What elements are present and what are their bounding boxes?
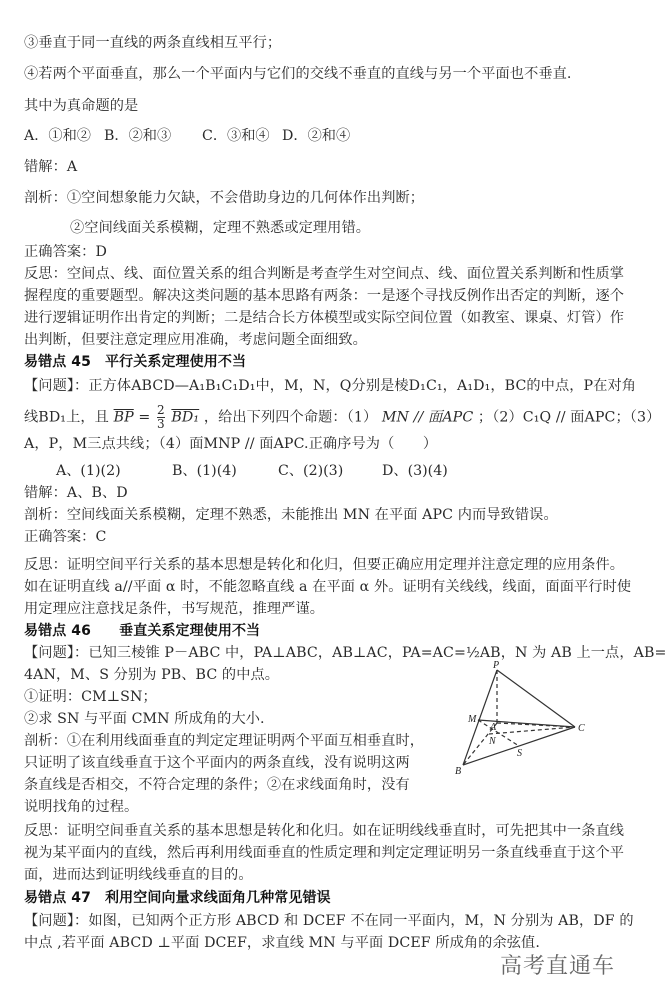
label-n: N bbox=[489, 736, 496, 747]
reflection-line: 如在证明直线 a//平面 α 时，不能忽略直线 a 在平面 α 外。证明有关线线，线面，面面平行时使 bbox=[24, 579, 632, 595]
statement-4: ④若两个平面垂直，那么一个平面内与它们的交线不垂直的直线与另一个平面也不垂直. bbox=[24, 66, 572, 82]
reflection-line: 反思：证明空间垂直关系的基本思想是转化和化归。如在证明线线垂直时，可先把其中一条直线 bbox=[24, 823, 625, 839]
label-p: P bbox=[493, 660, 500, 671]
wrong-answer-45: 错解：A、B、D bbox=[24, 485, 128, 501]
analysis-46-line: 只证明了该直线垂直于这个平面内的两条直线，没有说明这两 bbox=[24, 755, 410, 771]
problem-46-line: ②求 SN 与平面 CMN 所成角的大小. bbox=[24, 711, 265, 727]
analysis-46-line: 条直线是否相交，不符合定理的条件；②在求线面角时，没有 bbox=[24, 777, 410, 793]
label-a: A bbox=[490, 722, 497, 733]
text: ，给出下列四个命题：（1） bbox=[203, 409, 378, 426]
problem-47-line: 中点 ,若平面 ABCD ⊥平面 DCEF，求直线 MN 与平面 DCEF 所成角的余弦值. bbox=[24, 935, 540, 951]
problem-46-line: ①证明：CM⊥SN； bbox=[24, 689, 157, 705]
section-46-title: 易错点 46 垂直关系定理使用不当 bbox=[24, 623, 261, 639]
problem-45-line-1: 【问题】：正方体ABCD—A₁B₁C₁D₁中，M，N，Q分别是棱D₁C₁，A₁D₁，BC的中点，P在对角 bbox=[24, 378, 637, 394]
problem-47-line: 【问题】：如图，已知两个正方形 ABCD 和 DCEF 不在同一平面内，M，N 分别为 AB，DF 的 bbox=[24, 913, 634, 929]
vector-bp: $\overline{BP}$ bbox=[113, 409, 134, 426]
section-47-title: 易错点 47 利用空间向量求线面角几种常见错误 bbox=[24, 890, 331, 906]
problem-46-line: 4AN，M、S 分别为 PB、BC 的中点。 bbox=[24, 667, 280, 683]
problem-46-line: 【问题】：已知三棱锥 P－ABC 中，PA⊥ABC，AB⊥AC，PA=AC=½AB，N 为 AB 上一点，AB= bbox=[24, 645, 667, 661]
option-b: B、(1)(4) bbox=[172, 463, 237, 479]
correct-answer: 正确答案：D bbox=[24, 244, 107, 260]
label-b: B bbox=[455, 766, 462, 777]
numerator: 2 bbox=[157, 403, 165, 417]
section-45-title: 易错点 45 平行关系定理使用不当 bbox=[24, 354, 247, 370]
analysis-2: ②空间线面关系模糊，定理不熟悉或定理用错。 bbox=[70, 220, 371, 236]
vector-bd1: BD₁ bbox=[171, 409, 200, 426]
reflection-line: 视为某平面内的直线，然后再利用线面垂直的性质定理和判定定理证明另一条直线垂直于这个平 bbox=[24, 845, 625, 861]
option-c: C．③和④ bbox=[202, 128, 270, 144]
reflection-line: 进行逻辑证明作出肯定的判断；二是结合长方体模型或实际空间位置（如教室、课桌、灯管）作 bbox=[24, 310, 625, 326]
proposition-1: MN // 面APC bbox=[381, 409, 474, 426]
label-s: S bbox=[517, 748, 522, 759]
fraction bbox=[157, 404, 165, 431]
text: 线BD₁上，且 bbox=[24, 409, 109, 426]
analysis-46-line: 说明找角的过程。 bbox=[24, 799, 139, 815]
option-d: D．②和④ bbox=[282, 128, 351, 144]
reflection-line: 面，进而达到证明线线垂直的目的。 bbox=[24, 867, 253, 883]
wrong-answer: 错解：A bbox=[24, 159, 78, 175]
option-c: C、(2)(3) bbox=[278, 463, 344, 479]
option-b: B．②和③ bbox=[104, 128, 172, 144]
analysis-46-line: 剖析：①在利用线面垂直的判定定理证明两个平面互相垂直时， bbox=[24, 733, 425, 749]
reflection-line: 用定理应注意找足条件，书写规范，推理严谨。 bbox=[24, 601, 325, 617]
option-a: A、(1)(2) bbox=[56, 463, 121, 479]
option-d: D、(3)(4) bbox=[382, 463, 448, 479]
correct-answer-45: 正确答案：C bbox=[24, 529, 107, 545]
question-prompt: 其中为真命题的是 bbox=[24, 98, 139, 114]
reflection-line: 出判断，但要注意定理应用准确，考虑问题全面细致。 bbox=[24, 332, 367, 348]
reflection-line: 反思：证明空间平行关系的基本思想是转化和化归，但要正确应用定理并注意定理的应用条件。 bbox=[24, 557, 625, 573]
label-m: M bbox=[468, 714, 477, 725]
problem-45-line-3: A，P，M三点共线；（4）面MNP // 面APC.正确序号为（ ） bbox=[24, 436, 438, 452]
problem-45-line-2 bbox=[24, 404, 660, 431]
analysis-45: 剖析：空间线面关系模糊，定理不熟悉，未能推出 MN 在平面 APC 内而导致错误。 bbox=[24, 507, 558, 523]
equals-sign: = bbox=[138, 409, 151, 426]
watermark: 高考直通车 bbox=[500, 954, 616, 979]
option-a: A．①和② bbox=[24, 128, 91, 144]
analysis-1: 剖析：①空间想象能力欠缺，不会借助身边的几何体作出判断； bbox=[24, 190, 425, 206]
reflection-line: 反思：空间点、线、面位置关系的组合判断是考查学生对空间点、线、面位置关系判断和性质掌 bbox=[24, 266, 625, 282]
reflection-line: 握程度的重要题型。解决这类问题的基本思路有两条：一是逐个寻找反例作出否定的判断，逐个 bbox=[24, 288, 625, 304]
label-c: C bbox=[578, 723, 585, 734]
text: ；（2）C₁Q // 面APC；（3） bbox=[477, 409, 661, 426]
statement-3: ③垂直于同一直线的两条直线相互平行； bbox=[24, 35, 282, 51]
denominator: 3 bbox=[157, 417, 165, 431]
tetrahedron-figure bbox=[455, 660, 605, 780]
